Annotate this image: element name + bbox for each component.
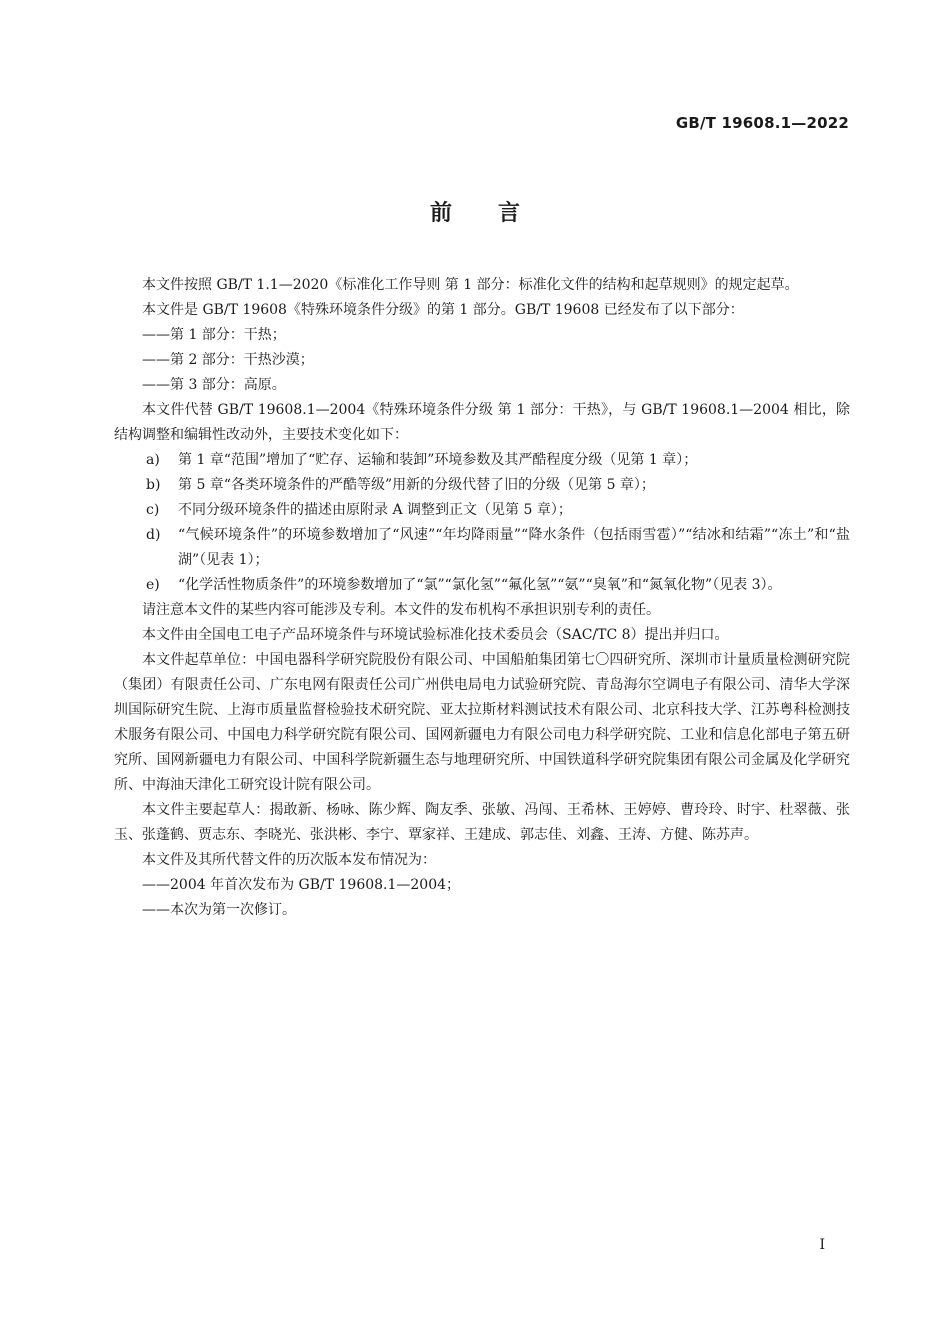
change-item bbox=[114, 573, 850, 598]
paragraph-series-parts: 本文件是 GB/T 19608《特殊环境条件分级》的第 1 部分。GB/T 19608 已经发布了以下部分： bbox=[142, 302, 744, 318]
list-item: ——第 3 部分：高原。 bbox=[142, 377, 286, 393]
change-text: “化学活性物质条件”的环境参数增加了“氯”“氯化氢”“氟化氢”“氨”“臭氧”和“氮氧化物”（见表 3）。 bbox=[178, 577, 782, 593]
change-text: 不同分级环境条件的描述由原附录 A 调整到正文（见第 5 章）； bbox=[178, 502, 572, 518]
standard-code: GB/T 19608.1—2022 bbox=[675, 114, 849, 132]
change-label: b) bbox=[146, 477, 161, 493]
list-item: ——第 2 部分：干热沙漠； bbox=[142, 352, 314, 368]
change-item bbox=[114, 498, 850, 523]
list-item: ——第 1 部分：干热； bbox=[142, 327, 286, 343]
paragraph-drafters: 本文件主要起草人：揭敢新、杨咏、陈少辉、陶友季、张敏、冯闯、王希林、王婷婷、曹玲玲、时宇、杜翠薇、张玉、张蓬鹤、贾志东、李晓光、张洪彬、李宁、覃家祥、王建成、郭志佳、刘鑫、王涛、方健、陈苏声。 bbox=[114, 802, 850, 843]
change-label: e) bbox=[146, 577, 160, 593]
paragraph-replacement: 本文件代替 GB/T 19608.1—2004《特殊环境条件分级 第 1 部分：干热》，与 GB/T 19608.1—2004 相比，除结构调整和编辑性改动外，主要技术变化如下： bbox=[114, 402, 850, 443]
change-item bbox=[114, 523, 850, 573]
paragraph-committee: 本文件由全国电工电子产品环境条件与环境试验标准化技术委员会（SAC/TC 8）提出并归口。 bbox=[142, 627, 729, 643]
list-item: ——2004 年首次发布为 GB/T 19608.1—2004； bbox=[142, 877, 461, 893]
change-item bbox=[114, 473, 850, 498]
change-label: a) bbox=[146, 452, 160, 468]
page-title bbox=[0, 196, 950, 227]
title-char-1: 前 bbox=[429, 201, 452, 226]
document-body bbox=[114, 273, 850, 923]
page-number: I bbox=[819, 1237, 825, 1253]
change-label: c) bbox=[146, 502, 160, 518]
change-text: 第 5 章“各类环境条件的严酷等级”用新的分级代替了旧的分级（见第 5 章）； bbox=[178, 477, 655, 493]
change-text: “气候环境条件”的环境参数增加了“风速”“年均降雨量”“降水条件（包括雨雪雹）”“结冰和结霜”“冻土”和“盐湖”（见表 1）； bbox=[178, 527, 850, 568]
paragraph-drafting-rules: 本文件按照 GB/T 1.1—2020《标准化工作导则 第 1 部分：标准化文件的结构和起草规则》的规定起草。 bbox=[142, 277, 799, 293]
paragraph-drafting-units: 本文件起草单位：中国电器科学研究院股份有限公司、中国船舶集团第七〇四研究所、深圳市计量质量检测研究院（集团）有限责任公司、广东电网有限责任公司广州供电局电力试验研究院、青岛海尔空调电子有限公司、清华大学深圳国际研究生院、上海市质量监督检验技术研究院、亚太拉斯材料测试技术有限公司、北京科技大学、江苏粤科检测技术服务有限公司、中国电力科学研究院有限公司、国网新疆电力有限公司电力科学研究院、工业和信息化部电子第五研究所、国网新疆电力有限公司、中国科学院新疆生态与地理研究所、中国铁道科学研究院集团有限公司金属及化学研究所、中海油天津化工研究设计院有限公司。 bbox=[114, 652, 850, 793]
change-item bbox=[114, 448, 850, 473]
list-item: ——本次为第一次修订。 bbox=[142, 902, 296, 918]
paragraph-patent-notice: 请注意本文件的某些内容可能涉及专利。本文件的发布机构不承担识别专利的责任。 bbox=[142, 602, 660, 618]
paragraph-history-intro: 本文件及其所代替文件的历次版本发布情况为： bbox=[142, 852, 436, 868]
title-char-2: 言 bbox=[498, 201, 521, 226]
change-label: d) bbox=[146, 527, 161, 543]
change-text: 第 1 章“范围”增加了“贮存、运输和装卸”环境参数及其严酷程度分级（见第 1 章）； bbox=[178, 452, 698, 468]
